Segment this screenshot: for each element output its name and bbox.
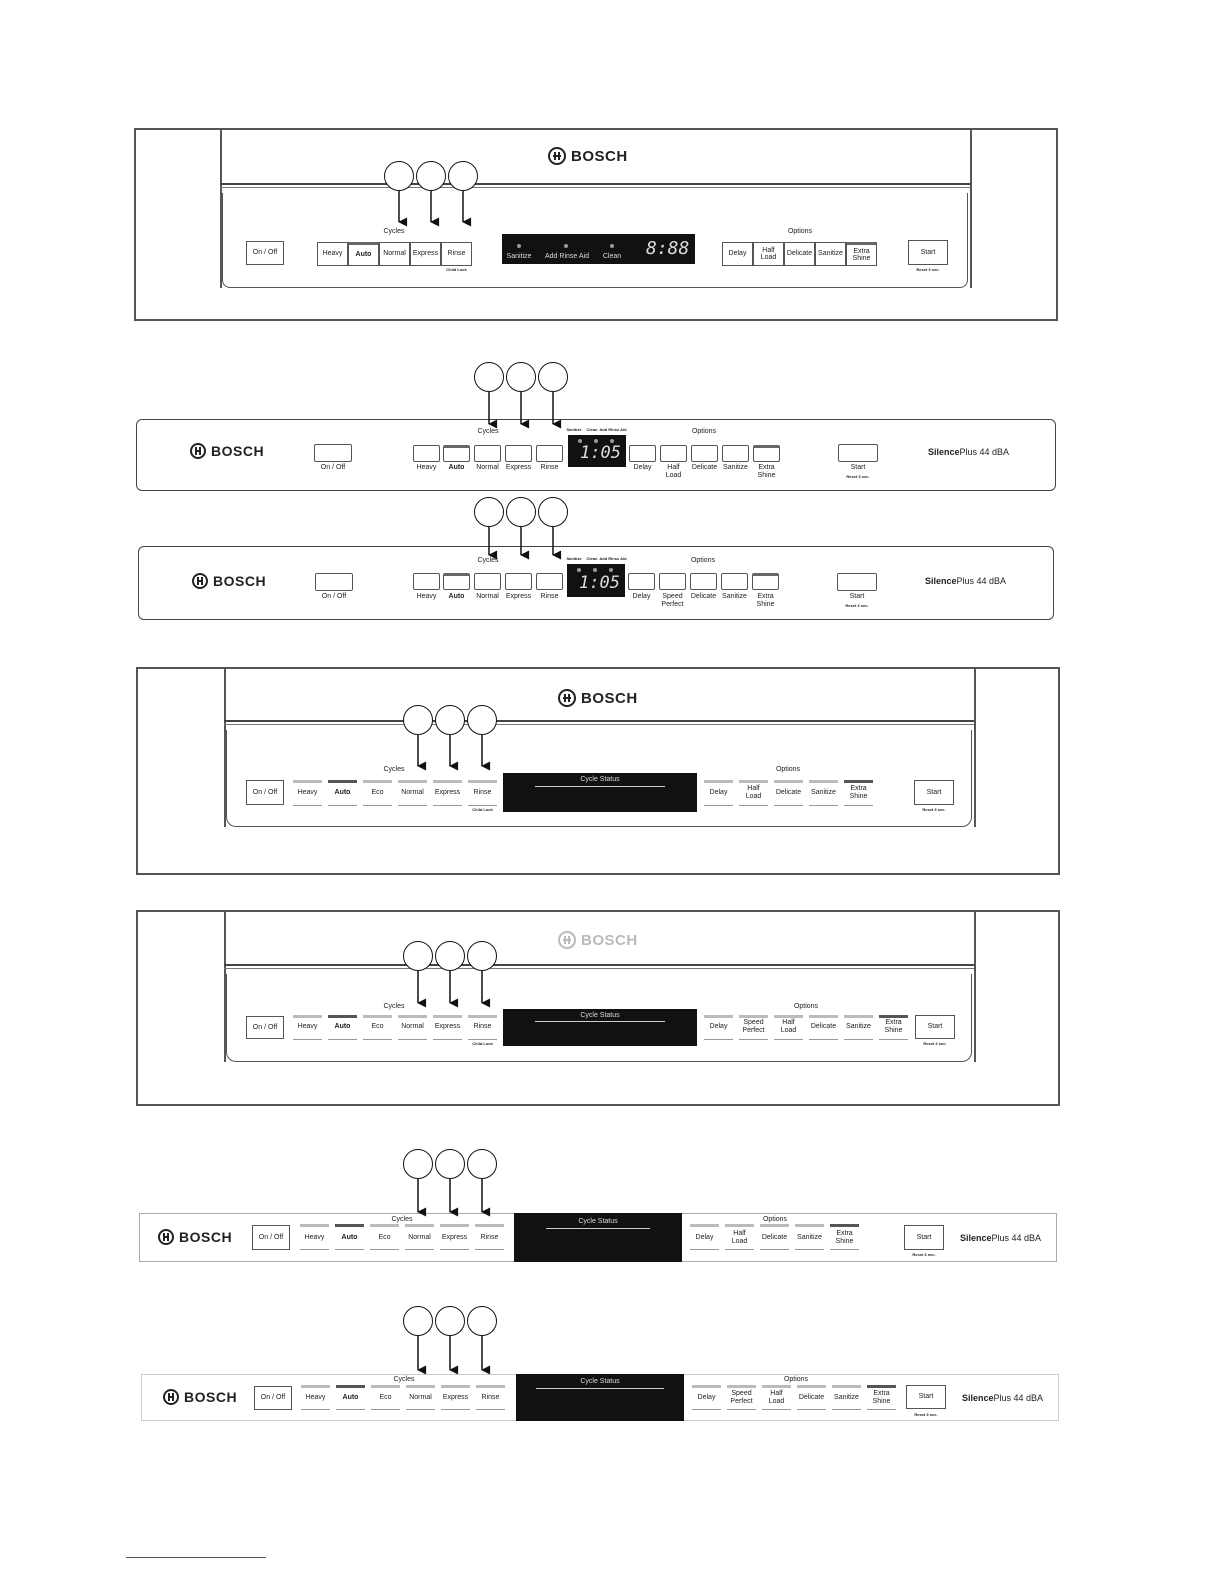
option-delay-label: Delay bbox=[632, 593, 651, 600]
option-speed-perfect-button[interactable]: Speed Perfect bbox=[742, 1019, 765, 1034]
option-extra-shine-button[interactable]: Extra Shine bbox=[846, 242, 877, 266]
child-lock-label: Child Lock bbox=[472, 807, 493, 812]
display-time: 1:05 bbox=[580, 443, 621, 463]
cycle-eco-button[interactable]: Eco bbox=[378, 1234, 391, 1241]
cycle-eco-button[interactable]: Eco bbox=[379, 1394, 392, 1401]
cycle-rinse-label: Rinse bbox=[540, 593, 559, 600]
option-sanitize-button[interactable]: Sanitize bbox=[815, 242, 846, 266]
option-half-load-button[interactable]: Half Load bbox=[753, 242, 784, 266]
cycle-heavy-button[interactable]: Heavy bbox=[305, 1394, 326, 1401]
cycle-normal-button[interactable]: Normal bbox=[408, 1234, 431, 1241]
cycle-express-label: Express bbox=[505, 593, 532, 600]
cycle-rinse-button[interactable]: Rinse bbox=[441, 242, 472, 266]
cycles-group-label: Cycles bbox=[383, 228, 405, 235]
option-extra-shine-label: Extra Shine bbox=[757, 464, 776, 479]
option-delicate-button[interactable]: Delicate bbox=[775, 789, 802, 796]
option-extra-shine-label: Extra Shine bbox=[756, 593, 775, 608]
cycles-group-label: Cycles bbox=[393, 1376, 415, 1383]
sanitize-indicator-label: Sanitize bbox=[566, 427, 582, 432]
display-time: 8:88 bbox=[646, 238, 690, 259]
cycle-express-button[interactable]: Express bbox=[441, 1234, 468, 1241]
cycle-normal-label: Normal bbox=[476, 464, 499, 471]
option-delicate-button[interactable]: Delicate bbox=[761, 1234, 788, 1241]
start-reset-hint: Reset 3 sec. bbox=[912, 1252, 936, 1257]
cycles-group-label: Cycles bbox=[391, 1216, 413, 1223]
sanitize-indicator-label: Sanitize bbox=[566, 556, 582, 561]
cycle-heavy-label: Heavy bbox=[416, 593, 437, 600]
cycle-heavy-button[interactable]: Heavy bbox=[317, 242, 348, 266]
clean-indicator-label: Clean bbox=[602, 253, 622, 260]
cycles-group-label: Cycles bbox=[383, 1003, 405, 1010]
options-group-label: Options bbox=[691, 428, 717, 435]
silence-rest: Plus 44 dBA bbox=[993, 1393, 1044, 1403]
start-button[interactable]: Start bbox=[915, 1015, 955, 1039]
cycles-group-label: Cycles bbox=[477, 428, 499, 435]
cycle-rinse-label: Rinse bbox=[540, 464, 559, 471]
silence-rest: Plus 44 dBA bbox=[991, 1233, 1042, 1243]
display-time: 1:05 bbox=[579, 573, 620, 593]
cycle-normal-button[interactable]: Normal bbox=[401, 1023, 424, 1030]
on-off-button[interactable]: On / Off bbox=[254, 1386, 292, 1410]
cycle-heavy-button[interactable]: Heavy bbox=[297, 1023, 318, 1030]
option-half-load-button[interactable]: Half Load bbox=[731, 1230, 748, 1245]
options-group-label: Options bbox=[787, 228, 813, 235]
bosch-wordmark: BOSCH bbox=[213, 573, 267, 589]
cycle-express-button[interactable]: Express bbox=[434, 789, 461, 796]
silence-bold: Silence bbox=[960, 1233, 992, 1243]
cycle-express-button[interactable]: Express bbox=[410, 242, 441, 266]
option-sanitize-button[interactable]: Sanitize bbox=[797, 1234, 822, 1241]
option-extra-shine-button[interactable]: Extra Shine bbox=[884, 1019, 903, 1034]
option-delicate-button[interactable]: Delicate bbox=[784, 242, 815, 266]
cycle-heavy-button[interactable]: Heavy bbox=[297, 789, 318, 796]
start-reset-hint: Reset 3 sec. bbox=[846, 474, 870, 479]
options-group-label: Options bbox=[690, 557, 716, 564]
options-group-label: Options bbox=[793, 1003, 819, 1010]
cycle-heavy-label: Heavy bbox=[416, 464, 437, 471]
on-off-button[interactable]: On / Off bbox=[246, 780, 284, 805]
start-reset-hint: Reset 3 sec. bbox=[922, 807, 946, 812]
cycle-rinse-button[interactable]: Rinse bbox=[480, 1234, 499, 1241]
option-sanitize-button[interactable]: Sanitize bbox=[846, 1023, 871, 1030]
on-off-label: On / Off bbox=[320, 464, 346, 471]
cycle-rinse-button[interactable]: Rinse bbox=[473, 1023, 492, 1030]
option-half-load-button[interactable]: Half Load bbox=[768, 1390, 785, 1405]
start-button[interactable]: Start bbox=[906, 1385, 946, 1409]
option-sanitize-button[interactable]: Sanitize bbox=[811, 789, 836, 796]
start-label: Start bbox=[849, 593, 865, 600]
option-delay-label: Delay bbox=[633, 464, 652, 471]
sanitize-indicator-label: Sanitize bbox=[506, 253, 532, 260]
option-half-load-button[interactable]: Half Load bbox=[780, 1019, 797, 1034]
option-speed-perfect-button[interactable]: Speed Perfect bbox=[730, 1390, 753, 1405]
cycle-normal-button[interactable]: Normal bbox=[379, 242, 410, 266]
option-sanitize-label: Sanitize bbox=[723, 464, 748, 471]
option-delay-button[interactable]: Delay bbox=[709, 789, 728, 796]
clean-indicator-label: Clean bbox=[586, 427, 598, 432]
option-delicate-label: Delicate bbox=[690, 593, 717, 600]
silence-rest: Plus 44 dBA bbox=[956, 576, 1007, 586]
option-extra-shine-button[interactable]: Extra Shine bbox=[849, 785, 868, 800]
on-off-label: On / Off bbox=[321, 593, 347, 600]
silence-rest: Plus 44 dBA bbox=[959, 447, 1010, 457]
option-delicate-button[interactable]: Delicate bbox=[798, 1394, 825, 1401]
option-half-load-button[interactable]: Half Load bbox=[745, 785, 762, 800]
on-off-button[interactable]: On / Off bbox=[252, 1225, 290, 1250]
start-button[interactable]: Start bbox=[908, 240, 948, 265]
cycle-status-label: Cycle Status bbox=[580, 1378, 620, 1385]
option-delicate-label: Delicate bbox=[691, 464, 718, 471]
option-delay-button[interactable]: Delay bbox=[722, 242, 753, 266]
child-lock-label: Child Lock bbox=[472, 1041, 493, 1046]
on-off-button[interactable]: On / Off bbox=[246, 1016, 284, 1039]
cycle-rinse-button[interactable]: Rinse bbox=[473, 789, 492, 796]
option-sanitize-label: Sanitize bbox=[722, 593, 747, 600]
options-group-label: Options bbox=[775, 766, 801, 773]
cycle-auto-button[interactable]: Auto bbox=[334, 789, 351, 796]
cycle-status-label: Cycle Status bbox=[578, 1218, 618, 1225]
start-reset-hint: Reset 3 sec. bbox=[845, 603, 869, 608]
start-label: Start bbox=[850, 464, 866, 471]
clean-indicator-label: Clean bbox=[586, 556, 598, 561]
cycle-normal-button[interactable]: Normal bbox=[401, 789, 424, 796]
cycle-auto-button[interactable]: Auto bbox=[341, 1234, 358, 1241]
cycle-normal-label: Normal bbox=[476, 593, 499, 600]
options-group-label: Options bbox=[783, 1376, 809, 1383]
silence-bold: Silence bbox=[928, 447, 960, 457]
options-group-label: Options bbox=[762, 1216, 788, 1223]
cycle-eco-button[interactable]: Eco bbox=[371, 1023, 384, 1030]
option-delicate-button[interactable]: Delicate bbox=[810, 1023, 837, 1030]
cycle-auto-button[interactable]: Auto bbox=[342, 1394, 359, 1401]
option-delay-button[interactable]: Delay bbox=[697, 1394, 716, 1401]
on-off-button[interactable]: On / Off bbox=[246, 241, 284, 265]
cycle-eco-button[interactable]: Eco bbox=[371, 789, 384, 796]
bosch-wordmark: BOSCH bbox=[571, 147, 628, 165]
silence-bold: Silence bbox=[925, 576, 957, 586]
option-half-load-label: Half Load bbox=[665, 464, 682, 479]
cycles-group-label: Cycles bbox=[477, 557, 499, 564]
start-reset-hint: Reset 3 sec. bbox=[923, 1041, 947, 1046]
cycle-status-label: Cycle Status bbox=[580, 776, 620, 783]
cycle-normal-button[interactable]: Normal bbox=[409, 1394, 432, 1401]
bosch-wordmark: BOSCH bbox=[179, 1229, 233, 1245]
rinse-aid-indicator-label: Add Rinse Aid bbox=[599, 427, 627, 432]
start-button[interactable]: Start bbox=[904, 1225, 944, 1250]
cycle-express-button[interactable]: Express bbox=[434, 1023, 461, 1030]
bosch-wordmark: BOSCH bbox=[211, 443, 265, 459]
option-delay-button[interactable]: Delay bbox=[709, 1023, 728, 1030]
option-speed-perfect-label: Speed Perfect bbox=[661, 593, 684, 608]
silence-bold: Silence bbox=[962, 1393, 994, 1403]
cycles-group-label: Cycles bbox=[383, 766, 405, 773]
rinse-aid-indicator-label: Add Rinse Aid bbox=[599, 556, 627, 561]
option-delay-button[interactable]: Delay bbox=[695, 1234, 714, 1241]
cycle-rinse-button[interactable]: Rinse bbox=[481, 1394, 500, 1401]
cycle-heavy-button[interactable]: Heavy bbox=[304, 1234, 325, 1241]
option-sanitize-button[interactable]: Sanitize bbox=[834, 1394, 859, 1401]
cycle-auto-label: Auto bbox=[448, 593, 465, 600]
option-extra-shine-button[interactable]: Extra Shine bbox=[872, 1390, 891, 1405]
child-lock-label: Child Lock bbox=[446, 267, 467, 272]
bosch-wordmark: BOSCH bbox=[581, 931, 638, 949]
start-reset-hint: Reset 3 sec. bbox=[916, 267, 940, 272]
bosch-wordmark: BOSCH bbox=[184, 1389, 238, 1405]
cycle-auto-button[interactable]: Auto bbox=[334, 1023, 351, 1030]
cycle-auto-label: Auto bbox=[448, 464, 465, 471]
cycle-express-button[interactable]: Express bbox=[442, 1394, 469, 1401]
cycle-auto-button[interactable]: Auto bbox=[348, 242, 379, 266]
cycle-status-label: Cycle Status bbox=[580, 1012, 620, 1019]
start-reset-hint: Reset 3 sec. bbox=[914, 1412, 938, 1417]
option-extra-shine-button[interactable]: Extra Shine bbox=[835, 1230, 854, 1245]
bosch-wordmark: BOSCH bbox=[581, 689, 638, 707]
cycle-express-label: Express bbox=[505, 464, 532, 471]
rinse-aid-indicator-label: Add Rinse Aid bbox=[545, 253, 589, 260]
start-button[interactable]: Start bbox=[914, 780, 954, 805]
